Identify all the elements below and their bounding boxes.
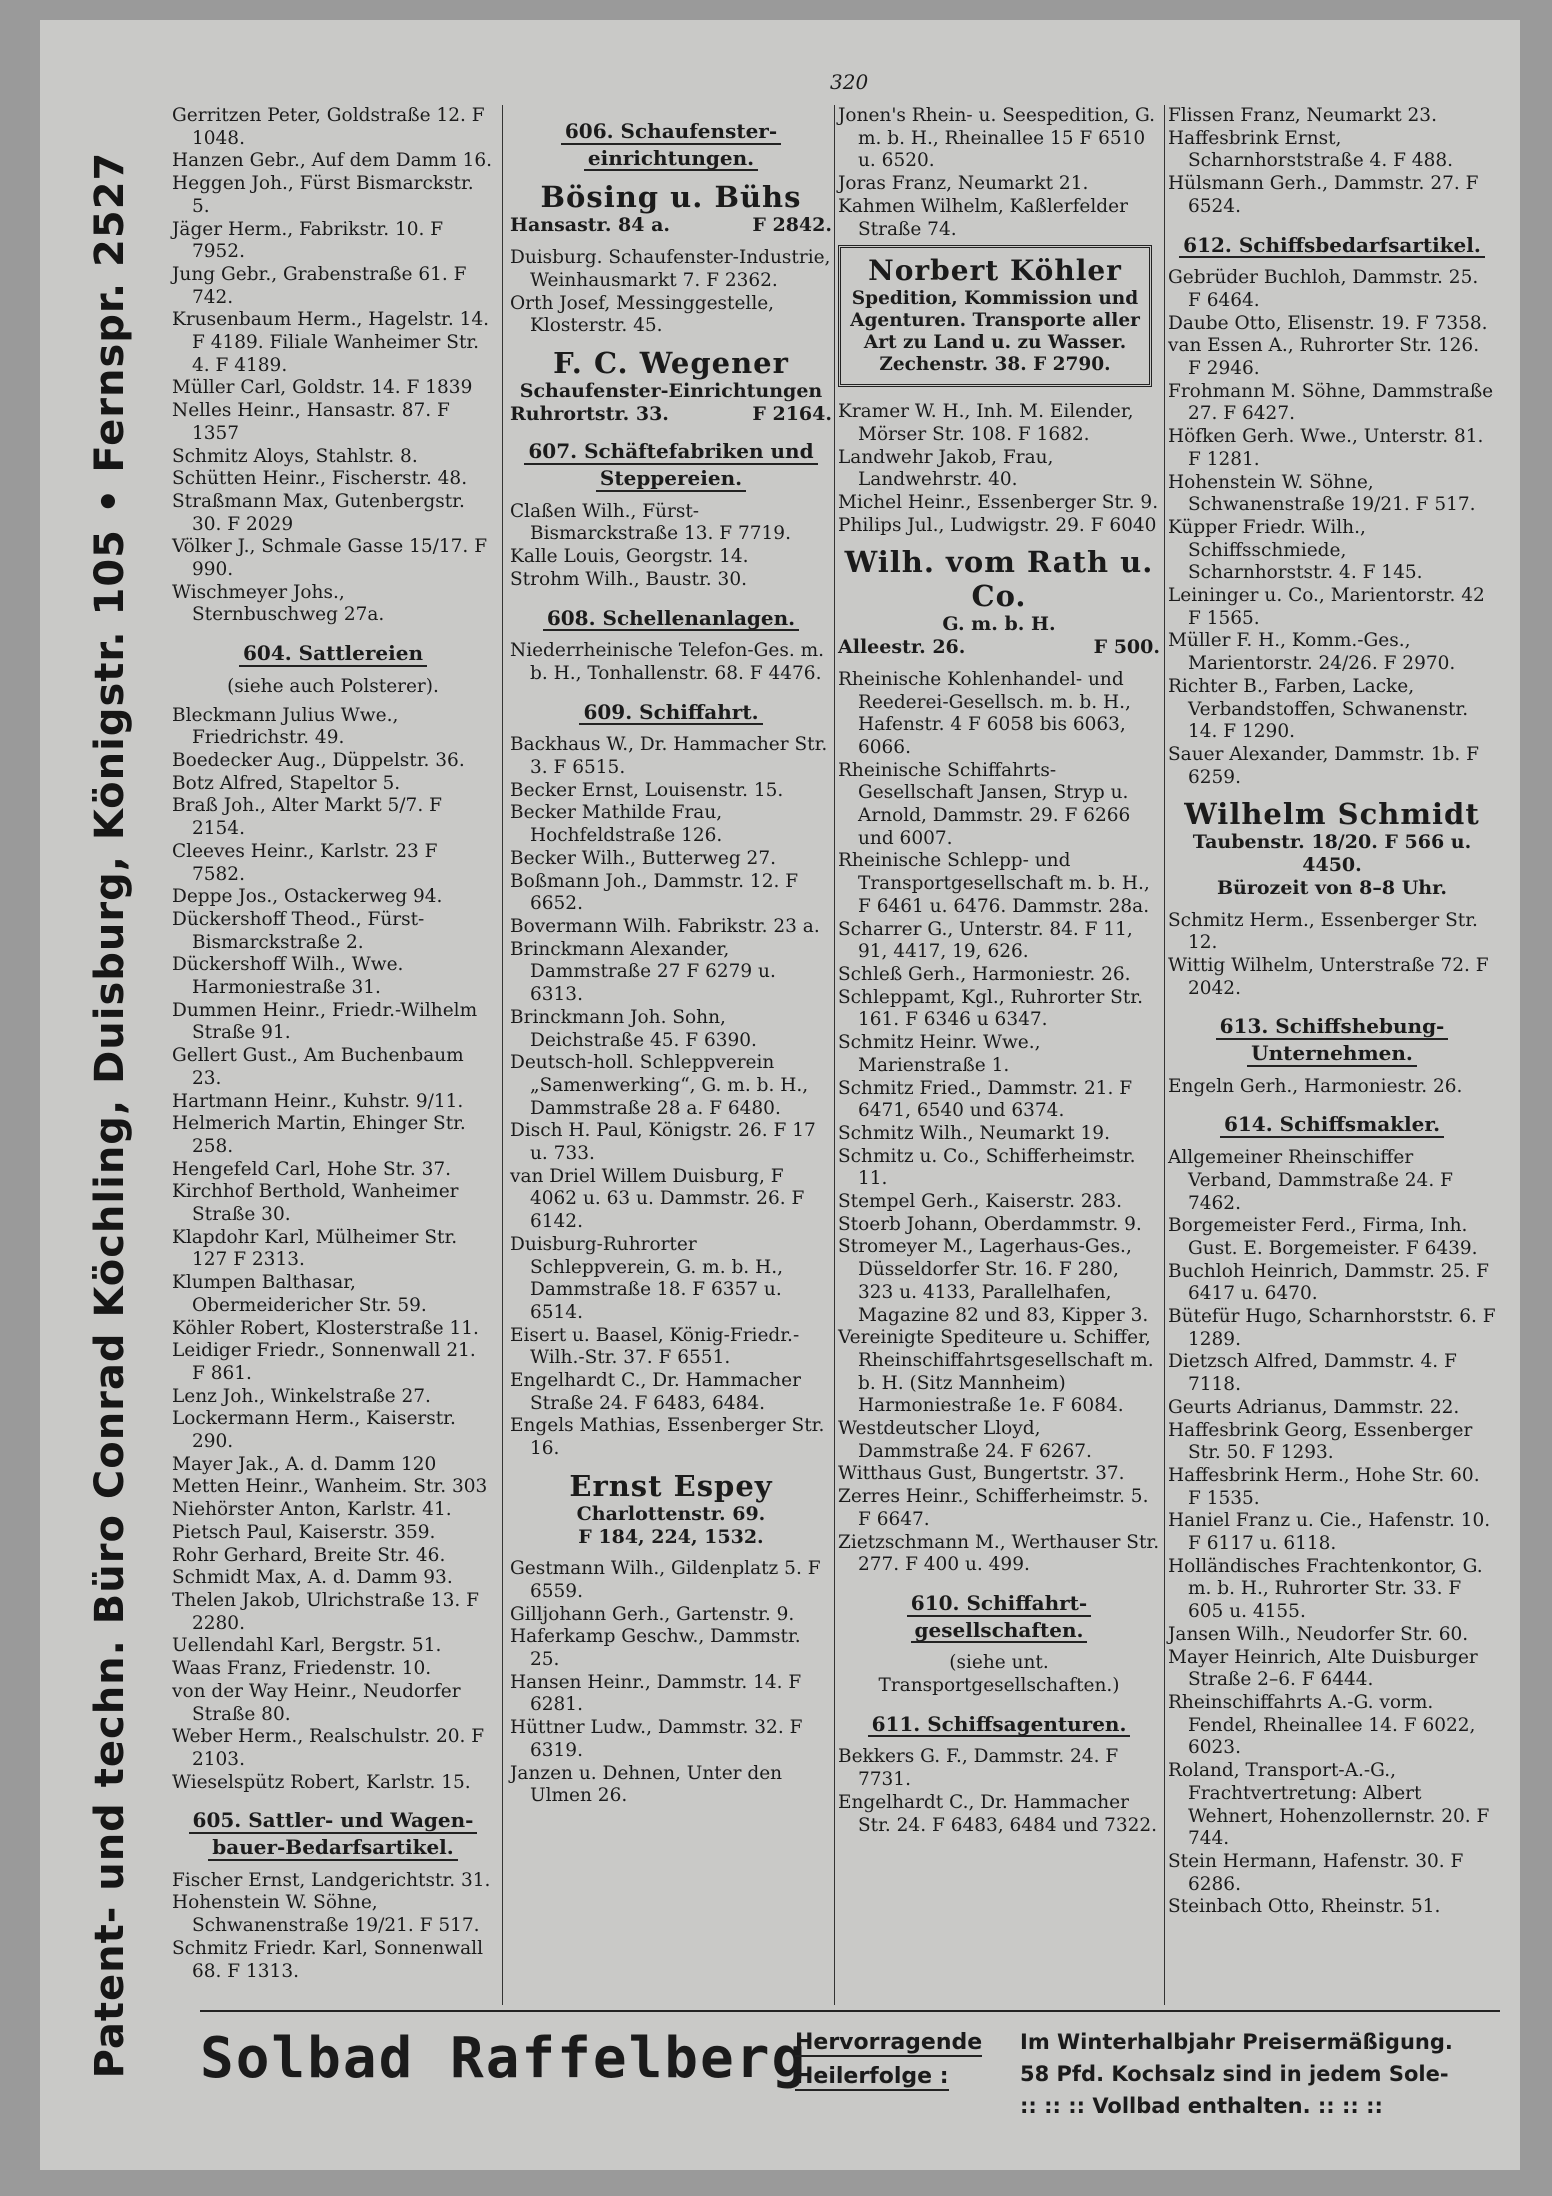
directory-entry: Becker Mathilde Frau, Hochfeldstraße 126. <box>510 802 723 847</box>
directory-entry: Mayer Heinrich, Alte Duisburger Straße 2–6. F 6444. <box>1168 1646 1478 1691</box>
directory-entry: Schleß Gerh., Harmoniestr. 26. <box>838 963 1131 985</box>
directory-entry: Boßmann Joh., Dammstr. 12. F 6652. <box>510 870 799 915</box>
directory-entry: Engelhardt C., Dr. Hammacher Straße 24. F 6483, 6484. <box>510 1370 801 1414</box>
directory-entry: Haffesbrink Ernst, Scharnhorststraße 4. F 488. <box>1168 127 1453 172</box>
directory-entry: Steinbach Otto, Rheinstr. 51. <box>1168 1896 1441 1918</box>
section-heading <box>1168 233 1496 260</box>
directory-entry: von der Way Heinr., Neudorfer Straße 80. <box>172 1680 461 1725</box>
section-heading-line: gesellschaften. <box>911 1619 1088 1644</box>
ad-line: Art zu Land u. zu Wasser. <box>863 332 1127 354</box>
directory-entry: Hengefeld Carl, Hohe Str. 37. <box>172 1158 452 1180</box>
directory-entry: Hansen Heinr., Dammstr. 14. F 6281. <box>510 1671 802 1716</box>
section-note: (siehe unt. Transportgesellschaften.) <box>878 1652 1120 1697</box>
directory-entry: van Driel Willem Duisburg, F 4062 u. 63 u. Dammstr. 26. F 6142. <box>510 1165 805 1233</box>
ad-line: Zechenstr. 38. F 2790. <box>879 354 1111 376</box>
directory-entry: Becker Ernst, Louisenstr. 15. <box>510 779 784 801</box>
column-divider <box>834 105 835 2005</box>
section-heading-line: einrichtungen. <box>584 147 758 172</box>
section-heading-line: 607. Schäftefabriken und <box>524 440 817 465</box>
display-advertisement <box>838 545 1160 658</box>
directory-entry: Eisert u. Baasel, König-Friedr.-Wilh.-Str. 37. F 6551. <box>510 1324 800 1369</box>
directory-entry: Frohmann M. Söhne, Dammstraße 27. F 6427. <box>1168 380 1494 425</box>
directory-entry: Hohenstein W. Söhne, Schwanenstraße 19/21. F 517. <box>1168 471 1476 516</box>
directory-entry: Stempel Gerh., Kaiserstr. 283. <box>838 1191 1123 1213</box>
directory-entry: Schmitz Fried., Dammstr. 21. F 6471, 6540 und 6374. <box>838 1077 1133 1122</box>
directory-entry: Helmerich Martin, Ehinger Str. 258. <box>172 1113 466 1157</box>
directory-entry: Schütten Heinr., Fischerstr. 48. <box>172 468 468 490</box>
directory-entry: Claßen Wilh., Fürst-Bismarckstraße 13. F 7719. <box>510 500 791 545</box>
directory-entry: Kramer W. H., Inh. M. Eilender, Mörser Str. 108. F 1682. <box>838 401 1134 445</box>
ad-address: Hansastr. 84 a. <box>510 214 671 237</box>
directory-entry: Schmitz Aloys, Stahlstr. 8. <box>172 445 418 467</box>
directory-entry: Bleckmann Julius Wwe., Friedrichstr. 49. <box>172 704 399 749</box>
directory-entry: Janzen u. Dehnen, Unter den Ulmen 26. <box>510 1762 783 1807</box>
column-2 <box>510 105 832 1808</box>
directory-entry: Cleeves Heinr., Karlstr. 23 F 7582. <box>172 840 438 885</box>
display-advertisement <box>1168 797 1496 899</box>
section-note: (siehe auch Polsterer). <box>227 675 439 697</box>
directory-entry: Rheinschiffahrts A.-G. vorm. Fendel, Rheinallee 14. F 6022, 6023. <box>1168 1692 1476 1759</box>
directory-entry: Straßmann Max, Gutenbergstr. 30. F 2029 <box>172 490 465 535</box>
directory-entry: Bekkers G. F., Dammstr. 24. F 7731. <box>838 1746 1119 1791</box>
directory-entry: Heggen Joh., Fürst Bismarckstr. 5. <box>172 173 474 217</box>
directory-entry: Engelhardt C., Dr. Hammacher Str. 24. F 6483, 6484 und 7322. <box>838 1791 1158 1836</box>
section-heading-line: 609. Schiffahrt. <box>579 701 762 726</box>
directory-entry: Niederrheinische Telefon-Ges. m. b. H., Tonhallenstr. 68. F 4476. <box>510 640 825 684</box>
display-advertisement <box>510 346 832 425</box>
section-heading-line: bauer-Bedarfsartikel. <box>208 1836 458 1861</box>
section-heading-line: 604. Sattlereien <box>239 642 427 667</box>
directory-entry: Duisburg-Ruhrorter Schleppverein, G. m. b. H., Dammstraße 18. F 6357 u. 6514. <box>510 1233 783 1323</box>
directory-entry: Jansen Wilh., Neudorfer Str. 60. <box>1168 1623 1469 1645</box>
section-heading-line: 611. Schiffsagenturen. <box>868 1713 1131 1738</box>
directory-entry: Krusenbaum Herm., Hagelstr. 14. F 4189. Filiale Wanheimer Str. 4. F 4189. <box>172 309 490 376</box>
directory-entry: Gebrüder Buchloh, Dammstr. 25. F 6464. <box>1168 267 1479 311</box>
directory-entry: Haniel Franz u. Cie., Hafenstr. 10. F 6117 u. 6118. <box>1168 1510 1491 1555</box>
page-number: 320 <box>830 70 869 94</box>
section-heading <box>172 641 494 668</box>
directory-entry: Rheinische Kohlenhandel- und Reederei-Gesellsch. m. b. H., Hafenstr. 4 F 6058 bis 6063, 6066. <box>838 668 1131 758</box>
directory-entry: Lockermann Herm., Kaiserstr. 290. <box>172 1408 456 1453</box>
section-heading-line: 614. Schiffsmakler. <box>1220 1113 1444 1138</box>
directory-entry: Botz Alfred, Stapeltor 5. <box>172 772 401 794</box>
directory-entry: Dietzsch Alfred, Dammstr. 4. F 7118. <box>1168 1351 1457 1396</box>
directory-entry: Kahmen Wilhelm, Kaßlerfelder Straße 74. <box>838 195 1128 240</box>
directory-entry: Hohenstein W. Söhne, Schwanenstraße 19/21. F 517. <box>172 1892 480 1937</box>
directory-entry: Joras Franz, Neumarkt 21. <box>838 173 1089 195</box>
section-heading-line: 605. Sattler- und Wagen- <box>189 1809 478 1834</box>
directory-entry: Jäger Herm., Fabrikstr. 10. F 7952. <box>172 218 444 263</box>
section-heading <box>510 700 832 727</box>
directory-entry: Müller Carl, Goldstr. 14. F 1839 <box>172 377 473 399</box>
section-heading <box>510 606 832 633</box>
ad-address: Ruhrortstr. 33. <box>510 402 669 425</box>
directory-entry: Schmitz Heinr. Wwe., Marienstraße 1. <box>838 1032 1041 1076</box>
section-heading <box>510 439 832 492</box>
boxed-advertisement <box>838 245 1152 387</box>
directory-entry: Flissen Franz, Neumarkt 23. <box>1168 105 1437 126</box>
directory-entry: Jonen's Rhein- u. Seespedition, G. m. b. H., Rheinallee 15 F 6510 u. 6520. <box>838 105 1156 172</box>
ad-company-name: Wilh. vom Rath u. Co. <box>844 545 1154 614</box>
ad-address: Alleestr. 26. <box>838 636 966 659</box>
directory-entry: Mayer Jak., A. d. Damm 120 <box>172 1453 437 1475</box>
directory-entry: Leidiger Friedr., Sonnenwall 21. F 861. <box>172 1340 476 1384</box>
directory-entry: Engeln Gerh., Harmoniestr. 26. <box>1168 1075 1463 1097</box>
sidebar-advertisement <box>50 95 170 2135</box>
directory-entry: Stoerb Johann, Oberdammstr. 9. <box>838 1213 1142 1235</box>
display-advertisement <box>510 180 832 237</box>
ad-subtitle: Taubenstr. 18/20. F 566 u. 4450. <box>1192 831 1472 877</box>
footer-notice-line-2: 58 Pfd. Kochsalz sind in jedem Sole- <box>1020 2062 1449 2086</box>
directory-entry: Brinckmann Alexander, Dammstraße 27 F 6279 u. 6313. <box>510 938 776 1006</box>
directory-entry: Bütefür Hugo, Scharnhorststr. 6. F 1289. <box>1168 1306 1496 1350</box>
ad-company-name: Norbert Köhler <box>868 254 1122 288</box>
ad-company-name: Wilhelm Schmidt <box>1184 797 1480 832</box>
section-heading <box>838 1591 1160 1644</box>
directory-entry: Buchloh Heinrich, Dammstr. 25. F 6417 u. 6470. <box>1168 1260 1489 1305</box>
directory-entry: Allgemeiner Rheinschiffer Verband, Dammstraße 24. F 7462. <box>1168 1147 1453 1214</box>
directory-entry: Backhaus W., Dr. Hammacher Str. 3. F 6515. <box>510 734 828 779</box>
directory-entry: Braß Joh., Alter Markt 5/7. F 2154. <box>172 795 442 840</box>
directory-entry: Rheinische Schiffahrts-Gesellschaft Jansen, Stryp u. Arnold, Dammstr. 29. F 6266 und 6007. <box>838 759 1131 849</box>
directory-entry: Hüttner Ludw., Dammstr. 32. F 6319. <box>510 1717 803 1761</box>
directory-entry: Dummen Heinr., Friedr.-Wilhelm Straße 91. <box>172 999 478 1044</box>
directory-entry: Wischmeyer Johs., Sternbuschweg 27a. <box>172 581 385 626</box>
directory-entry: Dückershoff Theod., Fürst-Bismarckstraße 2. <box>172 908 425 953</box>
ad-address-row <box>838 636 1160 659</box>
directory-entry: Metten Heinr., Wanheim. Str. 303 <box>172 1476 488 1498</box>
directory-entry: Völker J., Schmale Gasse 15/17. F 990. <box>172 536 488 581</box>
directory-entry: Leininger u. Co., Marientorstr. 42 F 1565. <box>1168 585 1485 629</box>
directory-entry: Vereinigte Spediteure u. Schiffer, Rheinschiffahrtsgesellschaft m. b. H. (Sitz Mannheim) Harmoniestraße 1e. F 6084. <box>838 1327 1154 1417</box>
directory-entry: Rheinische Schlepp- und Transportgesellschaft m. b. H., F 6461 u. 6476. Dammstr. 28a. <box>838 850 1150 917</box>
ad-subtitle: F 184, 224, 1532. <box>578 1525 764 1548</box>
directory-entry: Strohm Wilh., Baustr. 30. <box>510 568 747 590</box>
directory-entry: Schmidt Max, A. d. Damm 93. <box>172 1567 453 1589</box>
ad-phone: F 500. <box>1093 636 1160 659</box>
ad-company-name: F. C. Wegener <box>553 345 789 380</box>
ad-subtitle: G. m. b. H. <box>942 613 1056 636</box>
directory-entry: Schmitz Wilh., Neumarkt 19. <box>838 1122 1110 1144</box>
directory-entry: Geurts Adrianus, Dammstr. 22. <box>1168 1396 1460 1418</box>
directory-entry: Kalle Louis, Georgstr. 14. <box>510 546 749 568</box>
section-heading-line: 606. Schaufenster- <box>561 120 781 145</box>
directory-entry: Haffesbrink Herm., Hohe Str. 60. F 1535. <box>1168 1464 1480 1509</box>
directory-entry: Köhler Robert, Klosterstraße 11. <box>172 1317 479 1339</box>
directory-entry: Gerritzen Peter, Goldstraße 12. F 1048. <box>172 105 485 149</box>
directory-entry: Niehörster Anton, Karlstr. 41. <box>172 1499 452 1521</box>
ad-line: Spedition, Kommission und <box>851 288 1139 310</box>
section-heading <box>1168 1014 1496 1067</box>
directory-entry: Fischer Ernst, Landgerichtstr. 31. <box>172 1869 491 1891</box>
section-heading-line: 613. Schiffshebung- <box>1216 1015 1449 1040</box>
directory-entry: Holländisches Frachtenkontor, G. m. b. H., Ruhrorter Str. 33. F 605 u. 4155. <box>1168 1555 1483 1623</box>
directory-entry: Scharrer G., Unterstr. 84. F 11, 91, 4417, 19, 626. <box>838 918 1133 963</box>
ad-company-name: Ernst Espey <box>569 1468 773 1503</box>
sidebar-text: Patent- und techn. Büro Conrad Köchling, Duisburg, Königstr. 105 • Fernspr. 2527 <box>87 151 133 2079</box>
directory-entry: Duisburg. Schaufenster-Industrie, Weinhausmarkt 7. F 2362. <box>510 247 831 291</box>
directory-entry: Westdeutscher Lloyd, Dammstraße 24. F 6267. <box>838 1418 1092 1462</box>
directory-entry: Gestmann Wilh., Gildenplatz 5. F 6559. <box>510 1558 821 1602</box>
ad-company-name: Bösing u. Bühs <box>540 180 802 215</box>
directory-entry: Nelles Heinr., Hansastr. 87. F 1357 <box>172 400 450 444</box>
section-heading <box>838 1712 1160 1739</box>
directory-entry: Becker Wilh., Butterweg 27. <box>510 847 776 869</box>
directory-entry: Schmitz Friedr. Karl, Sonnenwall 68. F 1313. <box>172 1937 484 1982</box>
footer-tagline <box>795 2026 982 2094</box>
section-heading-line: 610. Schiffahrt- <box>907 1592 1091 1617</box>
directory-entry: Deppe Jos., Ostackerweg 94. <box>172 886 443 908</box>
directory-entry: Engels Mathias, Essenberger Str. 16. <box>510 1415 825 1460</box>
directory-entry: Weber Herm., Realschulstr. 20. F 2103. <box>172 1726 485 1770</box>
footer-notice-line-1: Im Winterhalbjahr Preisermäßigung. <box>1020 2030 1453 2054</box>
column-3 <box>838 105 1160 1837</box>
directory-entry: Küpper Friedr. Wilh., Schiffsschmiede, Scharnhorststr. 4. F 145. <box>1168 516 1423 584</box>
ad-subtitle: Bürozeit von 8–8 Uhr. <box>1216 876 1447 899</box>
directory-entry: Schmitz Herm., Essenberger Str. 12. <box>1168 909 1478 954</box>
directory-entry: Schmitz u. Co., Schifferheimstr. 11. <box>838 1145 1136 1190</box>
directory-entry: Brinckmann Joh. Sohn, Deichstraße 45. F 6390. <box>510 1006 757 1051</box>
directory-entry: Wieselspütz Robert, Karlstr. 15. <box>172 1771 471 1793</box>
directory-entry: Zietzschmann M., Werthauser Str. 277. F 400 u. 499. <box>838 1531 1160 1576</box>
directory-entry: Gellert Gust., Am Buchenbaum 23. <box>172 1045 464 1089</box>
directory-entry: Thelen Jakob, Ulrichstraße 13. F 2280. <box>172 1590 479 1634</box>
footer-tagline-line-1: Hervorragende <box>795 2030 983 2055</box>
directory-entry: Waas Franz, Friedenstr. 10. <box>172 1658 432 1680</box>
directory-entry: Müller F. H., Komm.-Ges., Marientorstr. 24/26. F 2970. <box>1168 630 1456 675</box>
directory-entry: Lenz Joh., Winkelstraße 27. <box>172 1385 431 1407</box>
directory-entry: Sauer Alexander, Dammstr. 1b. F 6259. <box>1168 743 1479 788</box>
footer-advertisement <box>200 2010 1500 2132</box>
directory-entry: Stromeyer M., Lagerhaus-Ges., Düsseldorfer Str. 16. F 280, 323 u. 4133, Parallelhafen, Magazine 82 und 83, Kipper 3. <box>838 1236 1149 1326</box>
footer-logo: Solbad Raffelberg <box>200 2026 808 2091</box>
directory-entry: Disch H. Paul, Königstr. 26. F 17 u. 733. <box>510 1120 816 1165</box>
directory-entry: Richter B., Farben, Lacke, Verbandstoffen, Schwanenstr. 14. F 1290. <box>1168 675 1469 743</box>
directory-entry: Stein Hermann, Hafenstr. 30. F 6286. <box>1168 1850 1464 1895</box>
directory-entry: Landwehr Jakob, Frau, Landwehrstr. 40. <box>838 446 1054 491</box>
directory-entry: Klumpen Balthasar, Obermeidericher Str. 59. <box>172 1272 427 1316</box>
directory-entry: Höfken Gerh. Wwe., Unterstr. 81. F 1281. <box>1168 426 1484 470</box>
column-divider <box>1164 105 1165 2005</box>
section-heading-line: Steppereien. <box>596 467 746 492</box>
directory-entry: Roland, Transport-A.-G., Frachtvertretung: Albert Wehnert, Hohenzollernstr. 20. F 744. <box>1168 1760 1490 1850</box>
directory-entry: Haffesbrink Georg, Essenberger Str. 50. F 1293. <box>1168 1419 1473 1464</box>
ad-address-row <box>510 403 832 426</box>
footer-notice <box>1020 2026 1490 2122</box>
directory-entry: Hartmann Heinr., Kuhstr. 9/11. <box>172 1090 464 1112</box>
section-heading-line: Unternehmen. <box>1247 1042 1417 1067</box>
column-1 <box>172 105 494 1983</box>
directory-entry: Hülsmann Gerh., Dammstr. 27. F 6524. <box>1168 173 1479 217</box>
directory-entry: Jung Gebr., Grabenstraße 61. F 742. <box>172 263 467 308</box>
directory-entry: Klapdohr Karl, Mülheimer Str. 127 F 2313. <box>172 1226 458 1271</box>
directory-entry: Philips Jul., Ludwigstr. 29. F 6040 <box>838 514 1157 536</box>
directory-entry: Schleppamt, Kgl., Ruhrorter Str. 161. F 6346 u 6347. <box>838 986 1143 1031</box>
footer-tagline-line-2: Heilerfolge : <box>795 2064 949 2089</box>
footer-notice-line-3: :: :: :: Vollbad enthalten. :: :: :: <box>1020 2094 1383 2118</box>
section-heading <box>1168 1112 1496 1139</box>
ad-subtitle: Charlottenstr. 69. <box>576 1502 766 1525</box>
ad-phone: F 2842. <box>752 214 832 237</box>
ad-address-row <box>510 214 832 237</box>
directory-entry: Dückershoff Wilh., Wwe. Harmoniestraße 31. <box>172 954 404 999</box>
directory-entry: Boedecker Aug., Düppelstr. 36. <box>172 749 465 771</box>
directory-entry: Orth Josef, Messinggestelle, Klosterstr. 45. <box>510 292 775 337</box>
directory-entry: Witthaus Gust, Bungertstr. 37. <box>838 1463 1125 1485</box>
directory-entry: Wittig Wilhelm, Unterstraße 72. F 2042. <box>1168 954 1489 999</box>
section-heading-line: 612. Schiffsbedarfsartikel. <box>1179 234 1485 259</box>
display-advertisement <box>510 1469 832 1548</box>
directory-entry: Haferkamp Geschw., Dammstr. 25. <box>510 1626 801 1671</box>
directory-entry: Zerres Heinr., Schifferheimstr. 5. F 6647. <box>838 1486 1149 1530</box>
ad-subtitle: Schaufenster-Einrichtungen <box>519 379 823 402</box>
directory-entry: Uellendahl Karl, Bergstr. 51. <box>172 1635 442 1657</box>
column-4 <box>1168 105 1496 1919</box>
section-heading <box>510 119 832 172</box>
ad-line: Agenturen. Transporte aller <box>850 310 1140 332</box>
directory-entry: Hanzen Gebr., Auf dem Damm 16. <box>172 150 493 172</box>
ad-phone: F 2164. <box>752 402 832 425</box>
directory-entry: Rohr Gerhard, Breite Str. 46. <box>172 1544 446 1566</box>
directory-entry: Bovermann Wilh. Fabrikstr. 23 a. <box>510 915 820 937</box>
directory-entry: van Essen A., Ruhrorter Str. 126. F 2946. <box>1168 335 1480 380</box>
section-heading-line: 608. Schellenanlagen. <box>543 607 799 632</box>
directory-entry: Daube Otto, Elisenstr. 19. F 7358. <box>1168 312 1488 334</box>
directory-entry: Kirchhof Berthold, Wanheimer Straße 30. <box>172 1181 459 1226</box>
directory-entry: Borgemeister Ferd., Firma, Inh. Gust. E. Borgemeister. F 6439. <box>1168 1215 1478 1259</box>
section-heading <box>172 1808 494 1861</box>
directory-entry: Pietsch Paul, Kaiserstr. 359. <box>172 1521 436 1543</box>
directory-entry: Gilljohann Gerh., Gartenstr. 9. <box>510 1603 795 1625</box>
directory-entry: Michel Heinr., Essenberger Str. 9. <box>838 492 1159 514</box>
column-divider <box>502 105 503 2005</box>
directory-entry: Deutsch-holl. Schleppverein „Samenwerking“, G. m. b. H., Dammstraße 28 a. F 6480. <box>510 1052 809 1119</box>
